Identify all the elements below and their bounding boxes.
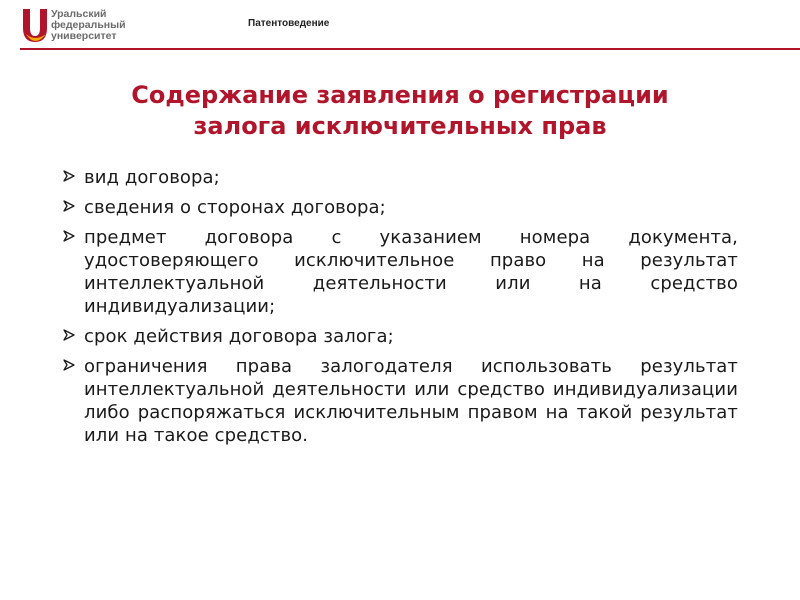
- logo-text: [51, 9, 126, 42]
- logo-line-1: Уральский: [51, 8, 107, 20]
- course-title: Патентоведение: [248, 18, 330, 29]
- bullet-item: [62, 166, 738, 189]
- ural-university-logo-icon: [20, 6, 50, 46]
- bullet-text: предмет договора с указанием номера документа, удостоверяющего исключительное право на результат интеллектуальной деятельности или на средство индивидуализации;: [84, 227, 738, 317]
- bullet-item: [62, 226, 738, 318]
- chevron-arrow-icon: [62, 229, 76, 243]
- chevron-arrow-icon: [62, 328, 76, 342]
- header-divider: [20, 48, 800, 50]
- bullet-list: [62, 166, 738, 454]
- slide-title: [0, 80, 800, 142]
- chevron-arrow-icon: [62, 358, 76, 372]
- bullet-text: сведения о сторонах договора;: [84, 197, 386, 218]
- bullet-item: [62, 325, 738, 348]
- bullet-text: ограничения права залогодателя использовать результат интеллектуальной деятельности или средство индивидуализации либо распоряжаться исключительным правом на такой результат или на такое средство.: [84, 356, 738, 446]
- bullet-text: вид договора;: [84, 167, 220, 188]
- logo-line-2: федеральный: [51, 19, 126, 31]
- slide-title-line-1: Содержание заявления о регистрации: [131, 81, 669, 109]
- chevron-arrow-icon: [62, 199, 76, 213]
- bullet-item: [62, 355, 738, 447]
- university-logo: [20, 6, 150, 46]
- slide-title-line-2: залога исключительных прав: [193, 112, 607, 140]
- chevron-arrow-icon: [62, 169, 76, 183]
- logo-line-3: университет: [51, 30, 117, 42]
- bullet-text: срок действия договора залога;: [84, 326, 394, 347]
- bullet-item: [62, 196, 738, 219]
